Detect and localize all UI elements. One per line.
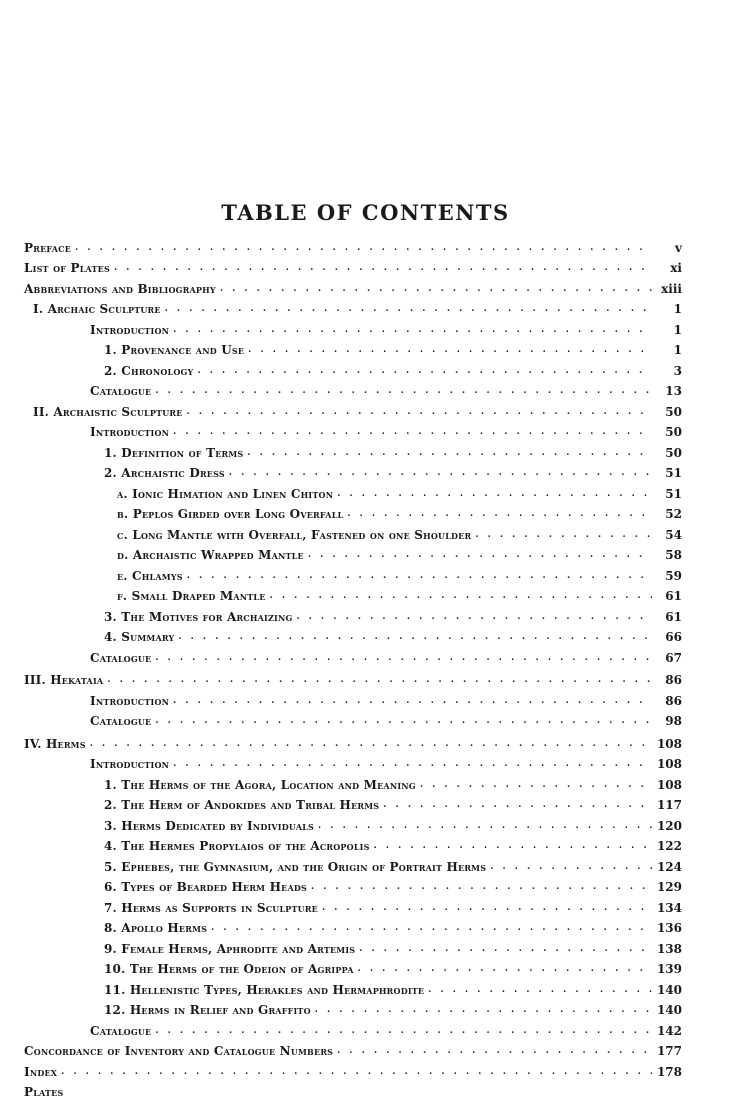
toc-entry (24, 976, 682, 997)
toc-entry (24, 624, 682, 645)
toc-entry (24, 644, 682, 665)
toc-entry (24, 234, 682, 255)
toc-entry (24, 935, 682, 956)
dot-leader (220, 282, 652, 296)
toc-page-number: 122 (652, 839, 682, 853)
toc-entry (24, 337, 682, 358)
toc-page-number: 140 (652, 1003, 682, 1017)
dot-leader (337, 487, 652, 501)
toc-entry (24, 501, 682, 522)
toc-entry (24, 460, 682, 481)
toc-page-number: 51 (652, 487, 682, 501)
toc-entry-label: Catalogue (90, 714, 155, 728)
toc-entry-label: II. Archaistic Sculpture (33, 405, 187, 419)
toc-entry (24, 730, 682, 751)
dot-leader (155, 1024, 652, 1038)
dot-leader (383, 798, 652, 812)
toc-entry (24, 316, 682, 337)
dot-leader (475, 528, 652, 542)
toc-entry-label: 12. Herms in Relief and Graffito (104, 1003, 315, 1017)
dot-leader (211, 921, 652, 935)
toc-entry-label: e. Chlamys (117, 569, 187, 583)
toc-page-number: 86 (652, 694, 682, 708)
toc-entry-label: 3. Herms Dedicated by Individuals (104, 819, 318, 833)
toc-entry (24, 378, 682, 399)
toc-entry-label: Introduction (90, 694, 173, 708)
toc-entry-label: Concordance of Inventory and Catalogue Numbers (24, 1044, 337, 1058)
toc-entry (24, 874, 682, 895)
toc-entry-label: I. Archaic Sculpture (33, 302, 165, 316)
dot-leader (270, 589, 652, 603)
dot-leader (114, 261, 652, 275)
toc-entry (24, 603, 682, 624)
toc-page-number: 50 (652, 425, 682, 439)
toc-entry-label: 2. The Herm of Andokides and Tribal Herms (104, 798, 383, 812)
toc-entry-label: f. Small Draped Mantle (117, 589, 270, 603)
toc-entry (24, 771, 682, 792)
dot-leader (297, 610, 652, 624)
toc-entry (24, 1058, 682, 1079)
dot-leader (187, 405, 652, 419)
toc-entry (24, 480, 682, 501)
dot-leader (308, 548, 652, 562)
toc-page-number: 67 (652, 651, 682, 665)
dot-leader (165, 302, 652, 316)
toc-page-number: 1 (652, 343, 682, 357)
toc-entry (24, 812, 682, 833)
toc-entry-label: 9. Female Herms, Aphrodite and Artemis (104, 942, 359, 956)
toc-entry-label: Abbreviations and Bibliography (24, 282, 220, 296)
toc-page-number: 3 (652, 364, 682, 378)
toc-page-number: 178 (652, 1065, 682, 1079)
toc-entry (24, 833, 682, 854)
toc-entry-label: Index (24, 1065, 61, 1079)
toc-entry-label: 11. Hellenistic Types, Herakles and Hermaphrodite (104, 983, 428, 997)
toc-page-number: 98 (652, 714, 682, 728)
toc-page-number: 50 (652, 446, 682, 460)
toc-entry (24, 542, 682, 563)
dot-leader (490, 860, 652, 874)
toc-list (24, 234, 682, 1099)
dot-leader (75, 241, 652, 255)
dot-leader (155, 384, 652, 398)
toc-entry-label: 3. The Motives for Archaizing (104, 610, 297, 624)
dot-leader (347, 507, 652, 521)
dot-leader (155, 651, 652, 665)
toc-page-number: 61 (652, 610, 682, 624)
toc-page-number: 50 (652, 405, 682, 419)
toc-page-number: 59 (652, 569, 682, 583)
toc-entry (24, 792, 682, 813)
toc-entry-label: 2. Chronology (104, 364, 197, 378)
dot-leader (337, 1044, 652, 1058)
dot-leader (322, 901, 652, 915)
dot-leader (248, 343, 652, 357)
toc-entry (24, 357, 682, 378)
dot-leader (420, 778, 652, 792)
dot-leader (311, 880, 652, 894)
toc-entry-label: 5. Ephebes, the Gymnasium, and the Origin of Portrait Herms (104, 860, 490, 874)
dot-leader (229, 466, 652, 480)
toc-page-number: 120 (652, 819, 682, 833)
toc-entry-label: IV. Herms (24, 737, 90, 751)
page-title: TABLE OF CONTENTS (0, 200, 731, 225)
toc-entry-label: a. Ionic Himation and Linen Chiton (117, 487, 337, 501)
toc-entry (24, 708, 682, 729)
dot-leader (173, 323, 652, 337)
dot-leader (178, 630, 652, 644)
toc-entry (24, 956, 682, 977)
toc-entry (24, 521, 682, 542)
toc-page-number: 58 (652, 548, 682, 562)
toc-entry (24, 562, 682, 583)
toc-entry (24, 439, 682, 460)
toc-entry-label: Plates (24, 1085, 67, 1099)
toc-entry-label: 6. Types of Bearded Herm Heads (104, 880, 311, 894)
toc-entry-label: 1. Definition of Terms (104, 446, 247, 460)
toc-page-number: 117 (652, 798, 682, 812)
toc-entry (24, 751, 682, 772)
toc-page-number: 1 (652, 302, 682, 316)
toc-page-number: 177 (652, 1044, 682, 1058)
toc-entry (24, 997, 682, 1018)
toc-entry (24, 1038, 682, 1059)
dot-leader (428, 983, 652, 997)
toc-entry (24, 275, 682, 296)
dot-leader (173, 425, 652, 439)
dot-leader (374, 839, 652, 853)
toc-entry-label: c. Long Mantle with Overfall, Fastened on one Shoulder (117, 528, 475, 542)
toc-page-number: 108 (652, 778, 682, 792)
toc-entry (24, 894, 682, 915)
toc-page-number: v (652, 241, 682, 255)
toc-entry-label: 8. Apollo Herms (104, 921, 211, 935)
toc-entry-label: III. Hekataia (24, 673, 107, 687)
dot-leader (107, 673, 652, 687)
toc-entry-label: List of Plates (24, 261, 114, 275)
toc-entry (24, 1079, 682, 1099)
toc-entry-label: Catalogue (90, 384, 155, 398)
toc-entry (24, 853, 682, 874)
toc-page-number: xiii (652, 282, 682, 296)
toc-page-number: 66 (652, 630, 682, 644)
toc-page-number: 108 (652, 757, 682, 771)
toc-entry (24, 398, 682, 419)
toc-entry-label: 7. Herms as Supports in Sculpture (104, 901, 322, 915)
dot-leader (197, 364, 652, 378)
dot-leader (187, 569, 652, 583)
toc-entry (24, 915, 682, 936)
toc-entry-label: 2. Archaistic Dress (104, 466, 229, 480)
toc-entry-label: Preface (24, 241, 75, 255)
dot-leader (173, 694, 652, 708)
toc-entry-label: b. Peplos Girded over Long Overfall (117, 507, 347, 521)
toc-page-number: xi (652, 261, 682, 275)
toc-page-number: 140 (652, 983, 682, 997)
toc-page-number: 134 (652, 901, 682, 915)
toc-entry-label: Introduction (90, 425, 173, 439)
dot-leader (90, 737, 652, 751)
dot-leader (359, 942, 652, 956)
toc-entry-label: 10. The Herms of the Odeion of Agrippa (104, 962, 358, 976)
dot-leader (247, 446, 652, 460)
dot-leader (315, 1003, 652, 1017)
toc-entry (24, 419, 682, 440)
toc-page-number: 54 (652, 528, 682, 542)
toc-entry-label: Introduction (90, 323, 173, 337)
toc-entry-label: 4. The Hermes Propylaios of the Acropolis (104, 839, 374, 853)
toc-entry (24, 1017, 682, 1038)
toc-entry-label: Introduction (90, 757, 173, 771)
toc-page-number: 129 (652, 880, 682, 894)
dot-leader (358, 962, 652, 976)
toc-page-number: 51 (652, 466, 682, 480)
toc-page-number: 136 (652, 921, 682, 935)
toc-page-number: 142 (652, 1024, 682, 1038)
toc-page-number: 86 (652, 673, 682, 687)
toc-page-number: 13 (652, 384, 682, 398)
toc-page-number: 61 (652, 589, 682, 603)
toc-page-number: 138 (652, 942, 682, 956)
toc-page-number: 1 (652, 323, 682, 337)
toc-page-number: 139 (652, 962, 682, 976)
toc-entry-label: Catalogue (90, 1024, 155, 1038)
toc-entry-label: 1. Provenance and Use (104, 343, 248, 357)
toc-page-number: 124 (652, 860, 682, 874)
toc-entry-label: d. Archaistic Wrapped Mantle (117, 548, 308, 562)
dot-leader (155, 714, 652, 728)
toc-page-number: 52 (652, 507, 682, 521)
toc-page-number: 108 (652, 737, 682, 751)
dot-leader (318, 819, 652, 833)
toc-entry-label: Catalogue (90, 651, 155, 665)
toc-entry (24, 255, 682, 276)
toc-entry-label: 1. The Herms of the Agora, Location and Meaning (104, 778, 420, 792)
toc-entry (24, 667, 682, 688)
toc-entry (24, 583, 682, 604)
toc-entry-label: 4. Summary (104, 630, 178, 644)
dot-leader (173, 757, 652, 771)
toc-entry (24, 687, 682, 708)
toc-entry (24, 296, 682, 317)
dot-leader (61, 1065, 652, 1079)
